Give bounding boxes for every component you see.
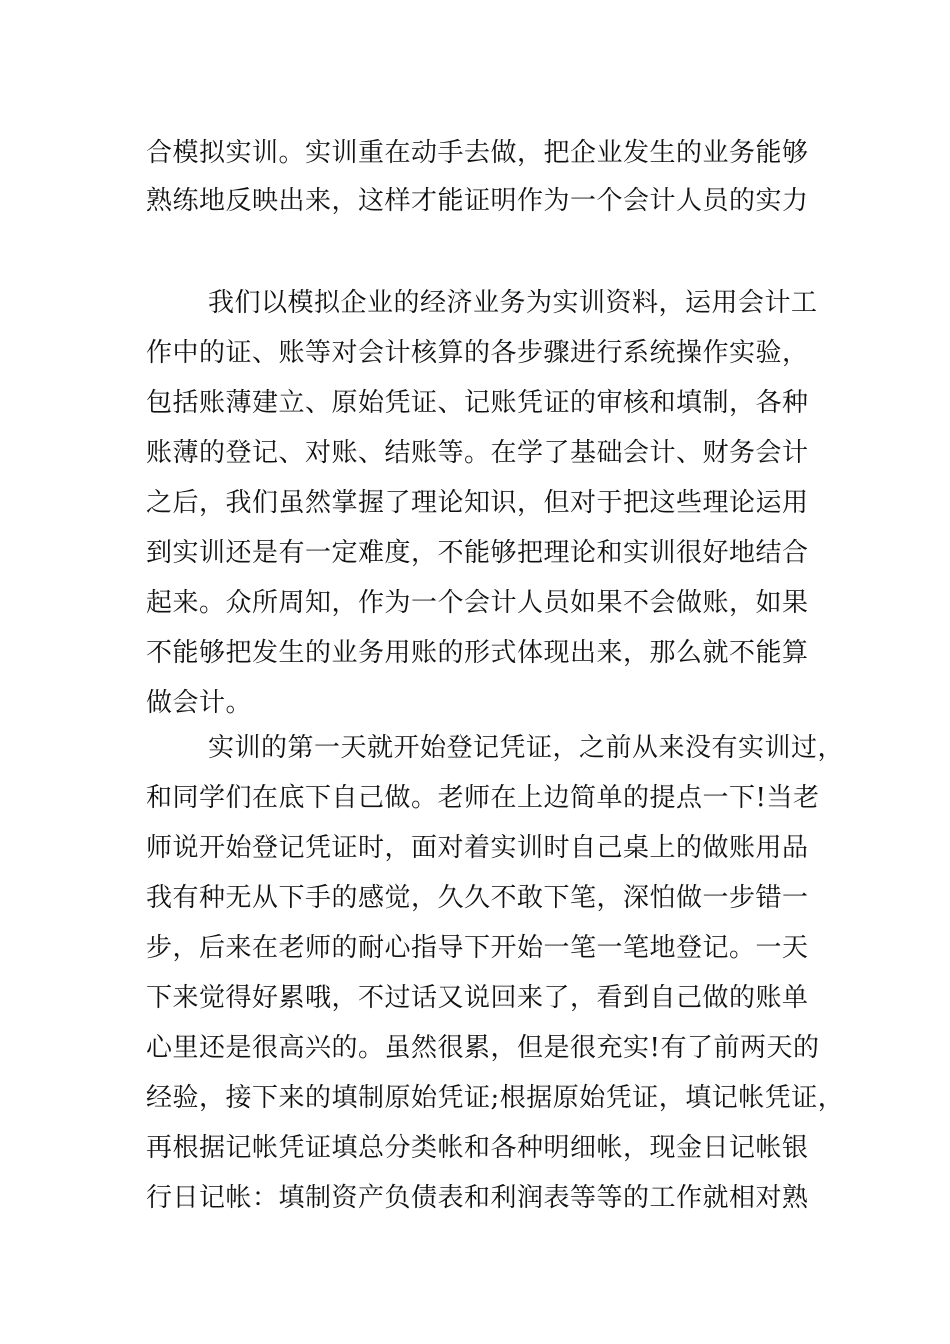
text-line: 下来觉得好累哦，不过话又说回来了，看到自己做的账单 bbox=[146, 983, 809, 1013]
text-line: 作中的证、账等对会计核算的各步骤进行系统操作实验， bbox=[146, 338, 809, 368]
text-line: 再根据记帐凭证填总分类帐和各种明细帐，现金日记帐银 bbox=[146, 1133, 809, 1163]
text-line: 熟练地反映出来，这样才能证明作为一个会计人员的实力 bbox=[146, 186, 809, 216]
paragraph-start-line: 我们以模拟企业的经济业务为实训资料，运用会计工 bbox=[208, 288, 818, 318]
text-line: 到实训还是有一定难度，不能够把理论和实训很好地结合 bbox=[146, 538, 809, 568]
text-line: 经验，接下来的填制原始凭证;根据原始凭证，填记帐凭证， bbox=[146, 1083, 845, 1113]
text-line: 做会计。 bbox=[146, 688, 253, 718]
text-line: 心里还是很高兴的。虽然很累，但是很充实!有了前两天的 bbox=[146, 1033, 820, 1063]
text-line: 合模拟实训。实训重在动手去做，把企业发生的业务能够 bbox=[146, 138, 809, 168]
text-line: 不能够把发生的业务用账的形式体现出来，那么就不能算 bbox=[146, 638, 809, 668]
text-line: 之后，我们虽然掌握了理论知识，但对于把这些理论运用 bbox=[146, 488, 809, 518]
text-line: 行日记帐：填制资产负债表和利润表等等的工作就相对熟 bbox=[146, 1183, 809, 1213]
text-line: 起来。众所周知，作为一个会计人员如果不会做账，如果 bbox=[146, 588, 809, 618]
paragraph-start-line: 实训的第一天就开始登记凭证，之前从来没有实训过， bbox=[208, 733, 845, 763]
text-line: 步，后来在老师的耐心指导下开始一笔一笔地登记。一天 bbox=[146, 933, 809, 963]
text-line: 包括账薄建立、原始凭证、记账凭证的审核和填制，各种 bbox=[146, 388, 809, 418]
text-line: 账薄的登记、对账、结账等。在学了基础会计、财务会计 bbox=[146, 438, 809, 468]
text-line: 我有种无从下手的感觉，久久不敢下笔，深怕做一步错一 bbox=[146, 883, 809, 913]
text-line: 师说开始登记凭证时，面对着实训时自己桌上的做账用品 bbox=[146, 833, 809, 863]
text-line: 和同学们在底下自己做。老师在上边简单的提点一下!当老 bbox=[146, 783, 820, 813]
